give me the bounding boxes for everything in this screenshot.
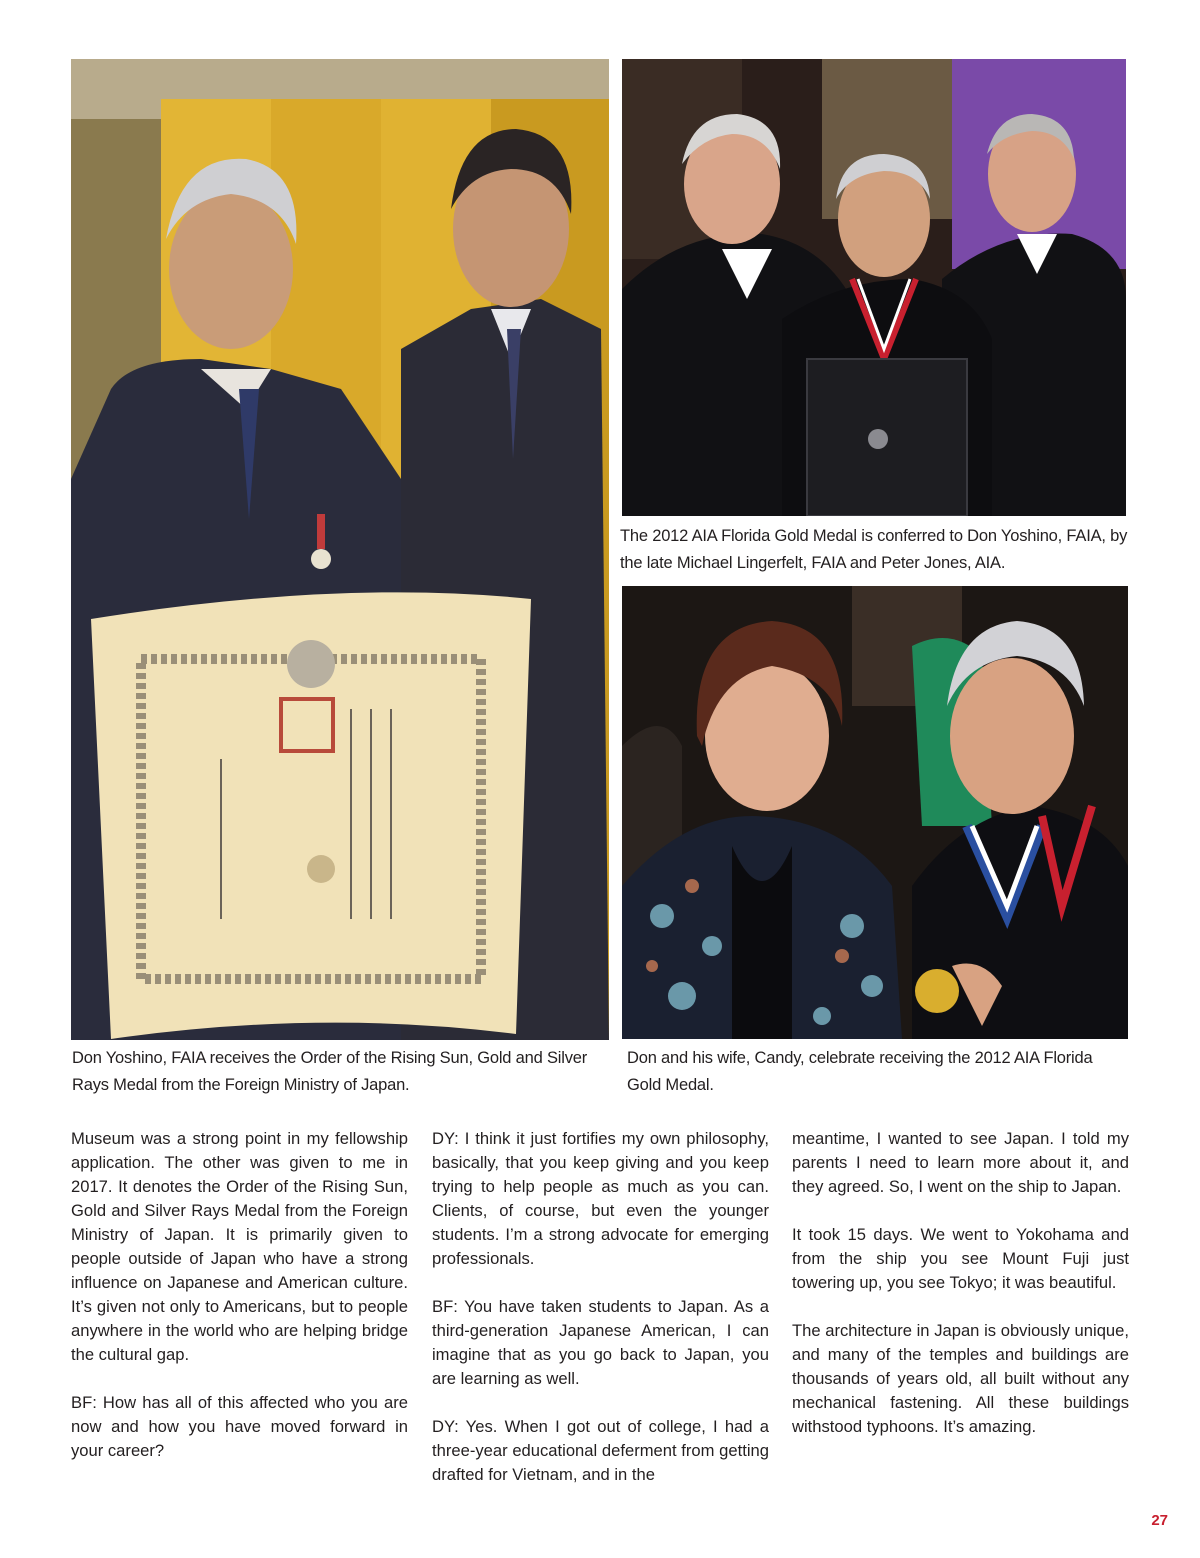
- gold-medal-image: [622, 59, 1126, 516]
- page-number: 27: [1151, 1512, 1168, 1529]
- article-column-3: [792, 1127, 1129, 1439]
- paragraph: meantime, I wanted to see Japan. I told my parents I need to learn more about it, and they agreed. So, I went on the ship to Japan.: [792, 1129, 1129, 1196]
- caption-rising-sun: Don Yoshino, FAIA receives the Order of the Rising Sun, Gold and Silver Rays Medal from the Foreign Ministry of Japan.: [72, 1049, 588, 1094]
- paragraph: BF: How has all of this affected who you are now and how you have moved forward in your career?: [71, 1393, 408, 1460]
- photo-celebration: [622, 586, 1128, 1039]
- caption-celebration: Don and his wife, Candy, celebrate receiving the 2012 AIA Florida Gold Medal.: [627, 1049, 1093, 1094]
- article-column-2: [432, 1127, 769, 1487]
- caption-gold-medal: The 2012 AIA Florida Gold Medal is conferred to Don Yoshino, FAIA, by the late Michael Lingerfelt, FAIA and Peter Jones, AIA.: [620, 527, 1128, 572]
- photo-gold-medal: [622, 59, 1126, 516]
- paragraph: The architecture in Japan is obviously unique, and many of the temples and buildings are thousands of years old, all built without any mechanical fastening. All these buildings withstood typhoons. It’s amazing.: [792, 1321, 1129, 1436]
- paragraph: Museum was a strong point in my fellowship application. The other was given to me in 2017. It denotes the Order of the Rising Sun, Gold and Silver Rays Medal from the Foreign Ministry of Japan. It is primarily given to people outside of Japan who have a strong influence on Japanese and American culture. It’s given not only to Americans, but to people anywhere in the world who are helping bridge the cultural gap.: [71, 1129, 408, 1364]
- paragraph: DY: I think it just fortifies my own philosophy, basically, that you keep giving and you keep trying to help people as much as you can. Clients, of course, but even the younger students. I’m a strong advocate for emerging professionals.: [432, 1129, 769, 1268]
- paragraph: BF: You have taken students to Japan. As a third-generation Japanese American, I can imagine that as you go back to Japan, you are learning as well.: [432, 1297, 769, 1388]
- photo-rising-sun: [71, 59, 609, 1040]
- paragraph: DY: Yes. When I got out of college, I had a three-year educational deferment from getting drafted for Vietnam, and in the: [432, 1417, 769, 1484]
- rising-sun-image: [71, 59, 609, 1040]
- article-column-1: [71, 1127, 408, 1463]
- celebration-image: [622, 586, 1128, 1039]
- paragraph: It took 15 days. We went to Yokohama and from the ship you see Mount Fuji just towering up, you see Tokyo; it was beautiful.: [792, 1225, 1129, 1292]
